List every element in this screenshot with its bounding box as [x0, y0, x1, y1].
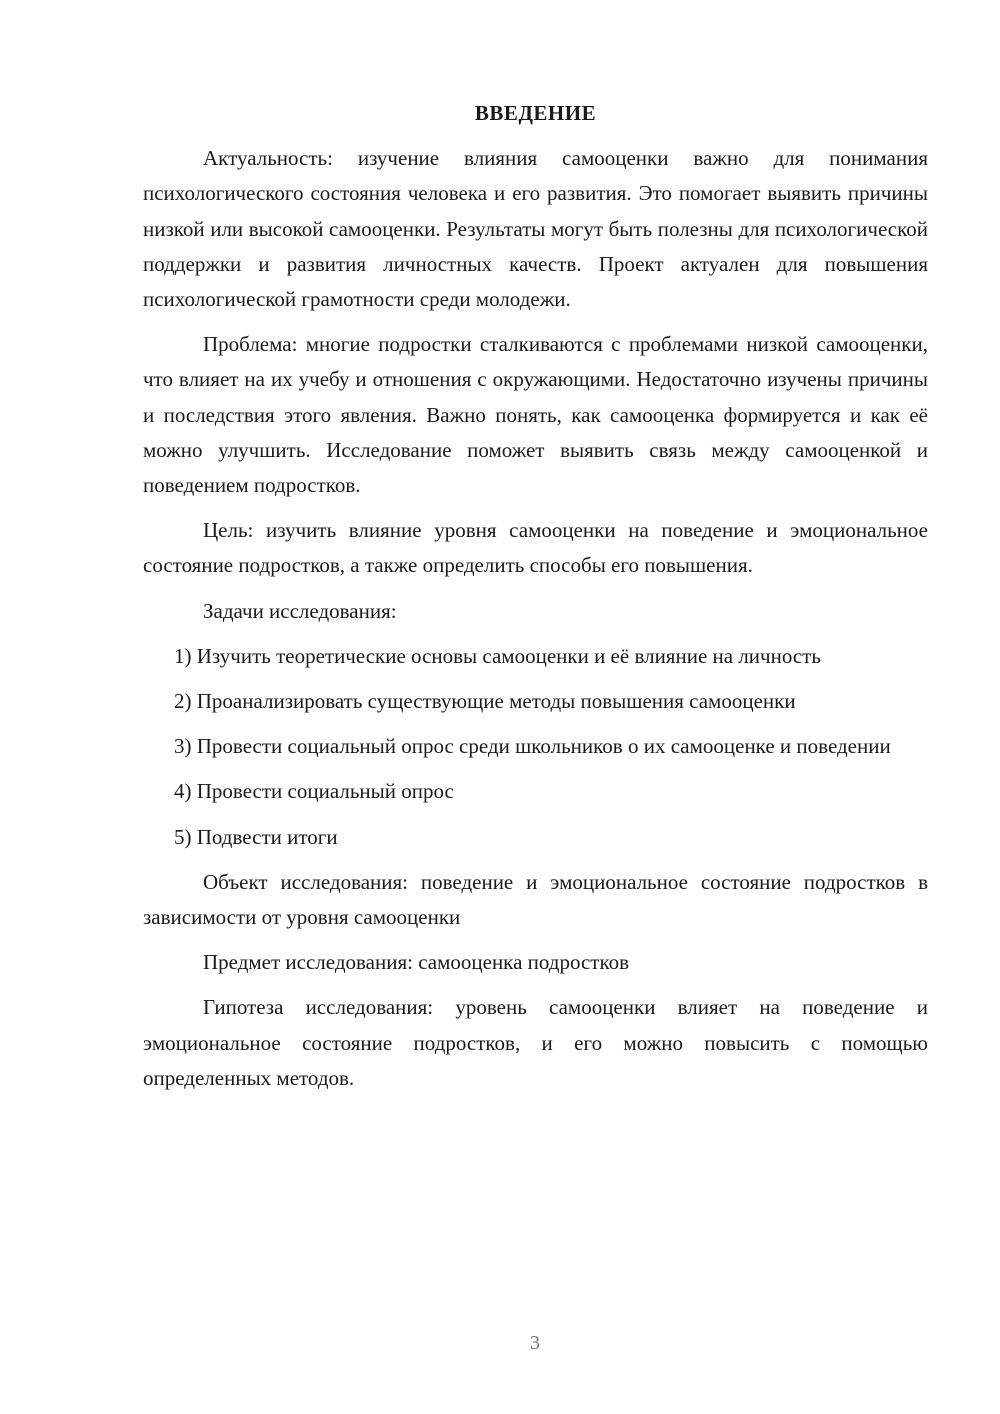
task-item-3: 3) Провести социальный опрос среди школьников о их самооценке и поведении	[174, 734, 891, 759]
subject-paragraph: Предмет исследования: самооценка подростков	[203, 950, 630, 975]
problem-paragraph: Проблема: многие подростки сталкиваются с проблемами низкой самооценки, что влияет на их учебу и отношения с окружающими. Недостаточно изучены причины и последствия этого явления. Важно понять, как самооценка формируется и как её можно улучшить. Исследование поможет выявить связь между самооценкой и поведением подростков.	[143, 332, 928, 498]
task-item-5: 5) Подвести итоги	[174, 824, 338, 849]
tasks-title: Задачи исследования:	[203, 598, 397, 623]
page-content	[143, 96, 928, 1106]
section-heading: ВВЕДЕНИЕ	[474, 101, 597, 125]
task-item-1: 1) Изучить теоретические основы самооценки и её влияние на личность	[174, 643, 821, 668]
hypothesis-paragraph: Гипотеза исследования: уровень самооценки влияет на поведение и эмоциональное состояние подростков, и его можно повысить с помощью определенных методов.	[143, 995, 928, 1090]
task-item-2: 2) Проанализировать существующие методы повышения самооценки	[174, 689, 796, 714]
object-paragraph: Объект исследования: поведение и эмоциональное состояние подростков в зависимости от уровня самооценки	[143, 869, 928, 930]
page-number: 3	[530, 1332, 540, 1354]
goal-paragraph: Цель: изучить влияние уровня самооценки на поведение и эмоциональное состояние подростков, а также определить способы его повышения.	[143, 518, 928, 578]
task-item-4: 4) Провести социальный опрос	[174, 779, 454, 804]
relevance-paragraph: Актуальность: изучение влияния самооценки важно для понимания психологического состояния человека и его развития. Это помогает выявить причины низкой или высокой самооценки. Результаты могут быть полезны для психологической поддержки и развития личностных качеств. Проект актуален для повышения психологической грамотности среди молодежи.	[143, 146, 928, 312]
